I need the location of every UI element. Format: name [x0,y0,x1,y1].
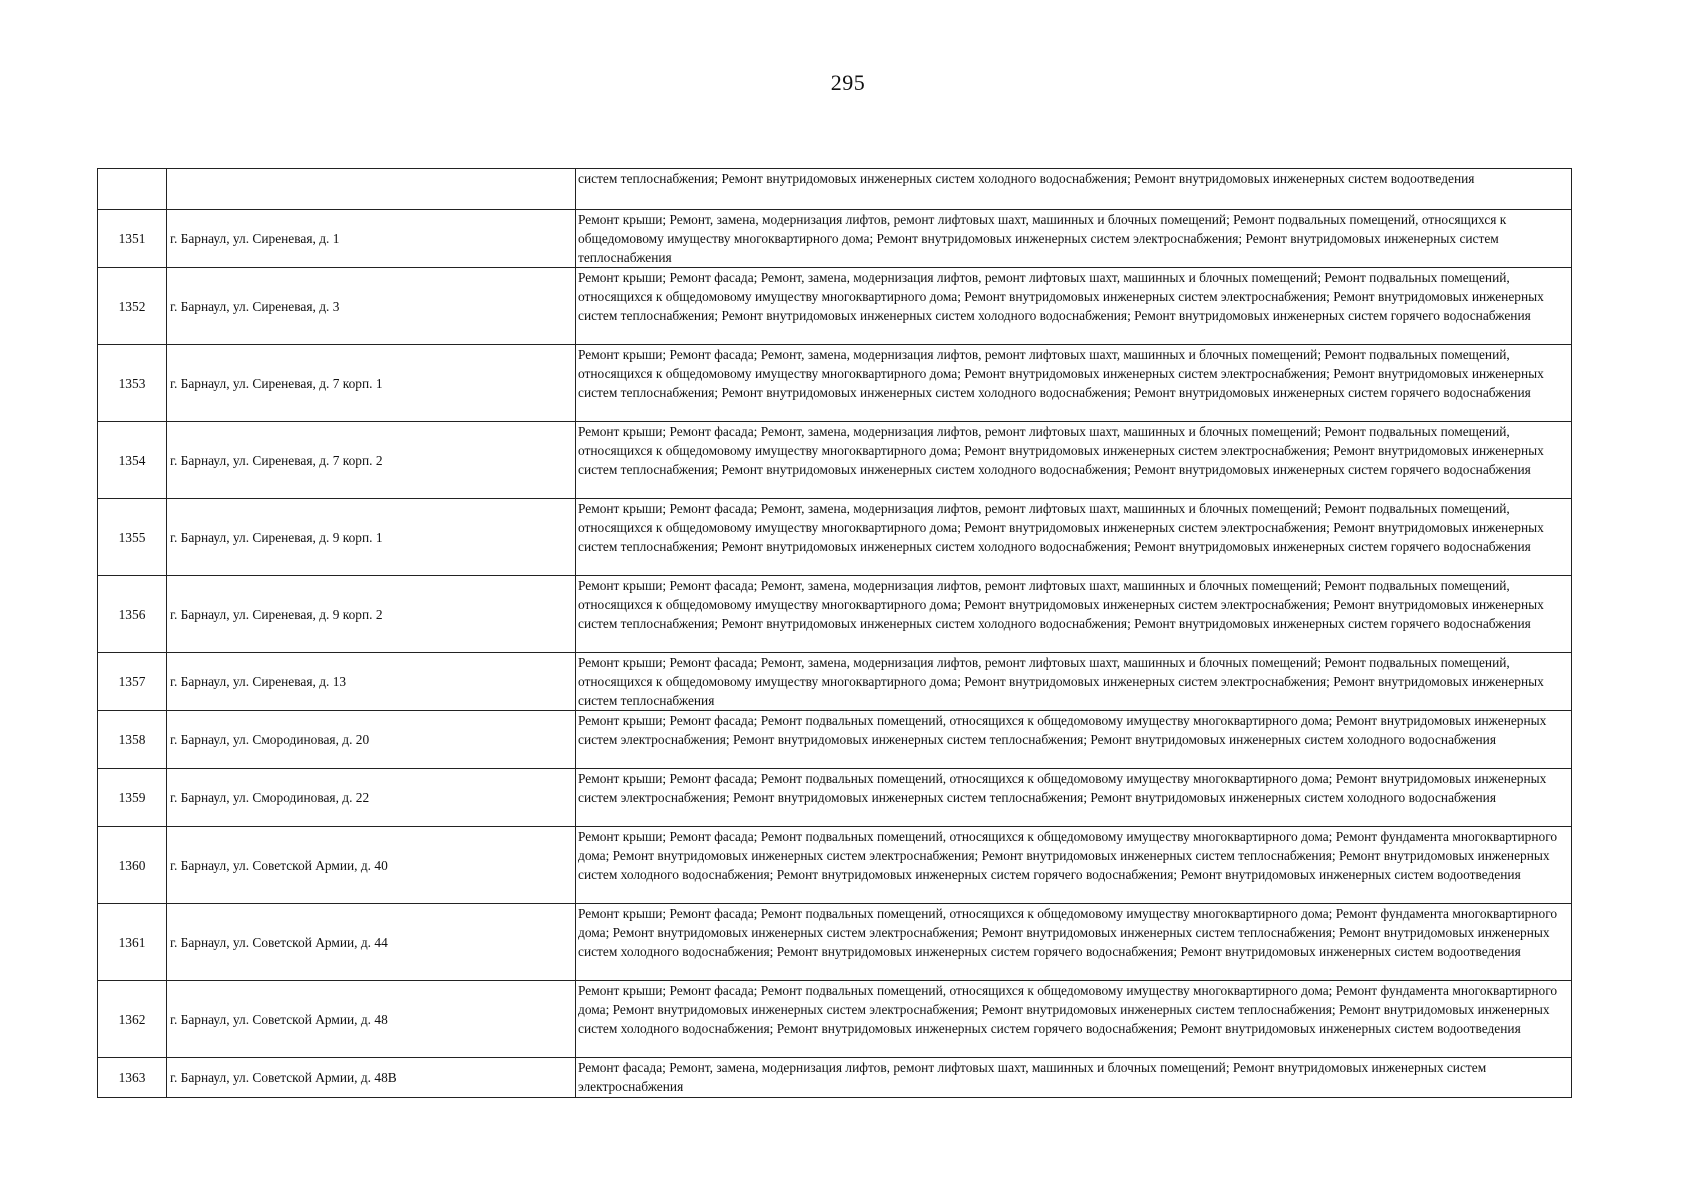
row-address: г. Барнаул, ул. Сиреневая, д. 9 корп. 1 [167,499,576,576]
table-row [98,345,1572,422]
row-number: 1355 [98,499,167,576]
row-works: Ремонт крыши; Ремонт фасада; Ремонт подвальных помещений, относящихся к общедомовому имуществу многоквартирного дома; Ремонт фундамента многоквартирного дома; Ремонт внутридомовых инженерных систем электроснабжения; Ремонт внутридомовых инженерных систем теплоснабжения; Ремонт внутридомовых инженерных систем холодного водоснабжения; Ремонт внутридомовых инженерных систем горячего водоснабжения; Ремонт внутридомовых инженерных систем водоотведения [576,981,1572,1058]
row-number: 1359 [98,769,167,827]
row-address: г. Барнаул, ул. Сиреневая, д. 9 корп. 2 [167,576,576,653]
row-address: г. Барнаул, ул. Сиреневая, д. 1 [167,210,576,268]
row-number: 1363 [98,1058,167,1098]
row-number: 1352 [98,268,167,345]
table-row [98,268,1572,345]
row-address: г. Барнаул, ул. Смородиновая, д. 22 [167,769,576,827]
row-works: Ремонт крыши; Ремонт фасада; Ремонт, замена, модернизация лифтов, ремонт лифтовых шахт, машинных и блочных помещений; Ремонт подвальных помещений, относящихся к общедомовому имуществу многоквартирного дома; Ремонт внутридомовых инженерных систем электроснабжения; Ремонт внутридомовых инженерных систем теплоснабжения; Ремонт внутридомовых инженерных систем холодного водоснабжения; Ремонт внутридомовых инженерных систем горячего водоснабжения [576,576,1572,653]
table-row [98,981,1572,1058]
row-number: 1354 [98,422,167,499]
table-row [98,827,1572,904]
row-works: Ремонт крыши; Ремонт фасада; Ремонт, замена, модернизация лифтов, ремонт лифтовых шахт, машинных и блочных помещений; Ремонт подвальных помещений, относящихся к общедомовому имуществу многоквартирного дома; Ремонт внутридомовых инженерных систем электроснабжения; Ремонт внутридомовых инженерных систем теплоснабжения; Ремонт внутридомовых инженерных систем холодного водоснабжения; Ремонт внутридомовых инженерных систем горячего водоснабжения [576,422,1572,499]
table-row [98,499,1572,576]
row-works: Ремонт крыши; Ремонт фасада; Ремонт, замена, модернизация лифтов, ремонт лифтовых шахт, машинных и блочных помещений; Ремонт подвальных помещений, относящихся к общедомовому имуществу многоквартирного дома; Ремонт внутридомовых инженерных систем электроснабжения; Ремонт внутридомовых инженерных систем теплоснабжения; Ремонт внутридомовых инженерных систем холодного водоснабжения; Ремонт внутридомовых инженерных систем горячего водоснабжения [576,345,1572,422]
repair-works-table [97,168,1572,1098]
row-number: 1360 [98,827,167,904]
row-address: г. Барнаул, ул. Советской Армии, д. 44 [167,904,576,981]
table-body [98,169,1572,1098]
row-address: г. Барнаул, ул. Сиреневая, д. 7 корп. 1 [167,345,576,422]
page-number: 295 [830,70,866,95]
table-row [98,210,1572,268]
row-address: г. Барнаул, ул. Советской Армии, д. 48В [167,1058,576,1098]
row-number: 1356 [98,576,167,653]
row-address: г. Барнаул, ул. Советской Армии, д. 40 [167,827,576,904]
row-address: г. Барнаул, ул. Сиреневая, д. 13 [167,653,576,711]
row-works: Ремонт крыши; Ремонт, замена, модернизация лифтов, ремонт лифтовых шахт, машинных и блочных помещений; Ремонт подвальных помещений, относящихся к общедомовому имуществу многоквартирного дома; Ремонт внутридомовых инженерных систем электроснабжения; Ремонт внутридомовых инженерных систем теплоснабжения [576,210,1572,268]
row-address [167,169,576,210]
table-row [98,422,1572,499]
row-address: г. Барнаул, ул. Советской Армии, д. 48 [167,981,576,1058]
row-number: 1358 [98,711,167,769]
row-works: Ремонт крыши; Ремонт фасада; Ремонт подвальных помещений, относящихся к общедомовому имуществу многоквартирного дома; Ремонт внутридомовых инженерных систем электроснабжения; Ремонт внутридомовых инженерных систем теплоснабжения; Ремонт внутридомовых инженерных систем холодного водоснабжения [576,711,1572,769]
row-works: Ремонт крыши; Ремонт фасада; Ремонт подвальных помещений, относящихся к общедомовому имуществу многоквартирного дома; Ремонт фундамента многоквартирного дома; Ремонт внутридомовых инженерных систем электроснабжения; Ремонт внутридомовых инженерных систем теплоснабжения; Ремонт внутридомовых инженерных систем холодного водоснабжения; Ремонт внутридомовых инженерных систем горячего водоснабжения; Ремонт внутридомовых инженерных систем водоотведения [576,827,1572,904]
row-works: Ремонт крыши; Ремонт фасада; Ремонт, замена, модернизация лифтов, ремонт лифтовых шахт, машинных и блочных помещений; Ремонт подвальных помещений, относящихся к общедомовому имуществу многоквартирного дома; Ремонт внутридомовых инженерных систем электроснабжения; Ремонт внутридомовых инженерных систем теплоснабжения; Ремонт внутридомовых инженерных систем холодного водоснабжения; Ремонт внутридомовых инженерных систем горячего водоснабжения [576,499,1572,576]
row-works: Ремонт крыши; Ремонт фасада; Ремонт подвальных помещений, относящихся к общедомовому имуществу многоквартирного дома; Ремонт фундамента многоквартирного дома; Ремонт внутридомовых инженерных систем электроснабжения; Ремонт внутридомовых инженерных систем теплоснабжения; Ремонт внутридомовых инженерных систем холодного водоснабжения; Ремонт внутридомовых инженерных систем горячего водоснабжения; Ремонт внутридомовых инженерных систем водоотведения [576,904,1572,981]
row-number [98,169,167,210]
row-works: систем теплоснабжения; Ремонт внутридомовых инженерных систем холодного водоснабжения; Ремонт внутридомовых инженерных систем водоотведения [576,169,1572,210]
row-number: 1353 [98,345,167,422]
table-row [98,576,1572,653]
row-number: 1351 [98,210,167,268]
row-number: 1361 [98,904,167,981]
table-row [98,653,1572,711]
table-row [98,169,1572,210]
table-row [98,904,1572,981]
row-address: г. Барнаул, ул. Сиреневая, д. 7 корп. 2 [167,422,576,499]
row-works: Ремонт крыши; Ремонт фасада; Ремонт подвальных помещений, относящихся к общедомовому имуществу многоквартирного дома; Ремонт внутридомовых инженерных систем электроснабжения; Ремонт внутридомовых инженерных систем теплоснабжения; Ремонт внутридомовых инженерных систем холодного водоснабжения [576,769,1572,827]
row-number: 1357 [98,653,167,711]
row-works: Ремонт крыши; Ремонт фасада; Ремонт, замена, модернизация лифтов, ремонт лифтовых шахт, машинных и блочных помещений; Ремонт подвальных помещений, относящихся к общедомовому имуществу многоквартирного дома; Ремонт внутридомовых инженерных систем электроснабжения; Ремонт внутридомовых инженерных систем теплоснабжения; Ремонт внутридомовых инженерных систем холодного водоснабжения; Ремонт внутридомовых инженерных систем горячего водоснабжения [576,268,1572,345]
row-works: Ремонт крыши; Ремонт фасада; Ремонт, замена, модернизация лифтов, ремонт лифтовых шахт, машинных и блочных помещений; Ремонт подвальных помещений, относящихся к общедомовому имуществу многоквартирного дома; Ремонт внутридомовых инженерных систем электроснабжения; Ремонт внутридомовых инженерных систем теплоснабжения [576,653,1572,711]
table-row [98,711,1572,769]
row-works: Ремонт фасада; Ремонт, замена, модернизация лифтов, ремонт лифтовых шахт, машинных и блочных помещений; Ремонт внутридомовых инженерных систем электроснабжения [576,1058,1572,1098]
row-address: г. Барнаул, ул. Смородиновая, д. 20 [167,711,576,769]
table-row [98,1058,1572,1098]
row-address: г. Барнаул, ул. Сиреневая, д. 3 [167,268,576,345]
row-number: 1362 [98,981,167,1058]
table-row [98,769,1572,827]
